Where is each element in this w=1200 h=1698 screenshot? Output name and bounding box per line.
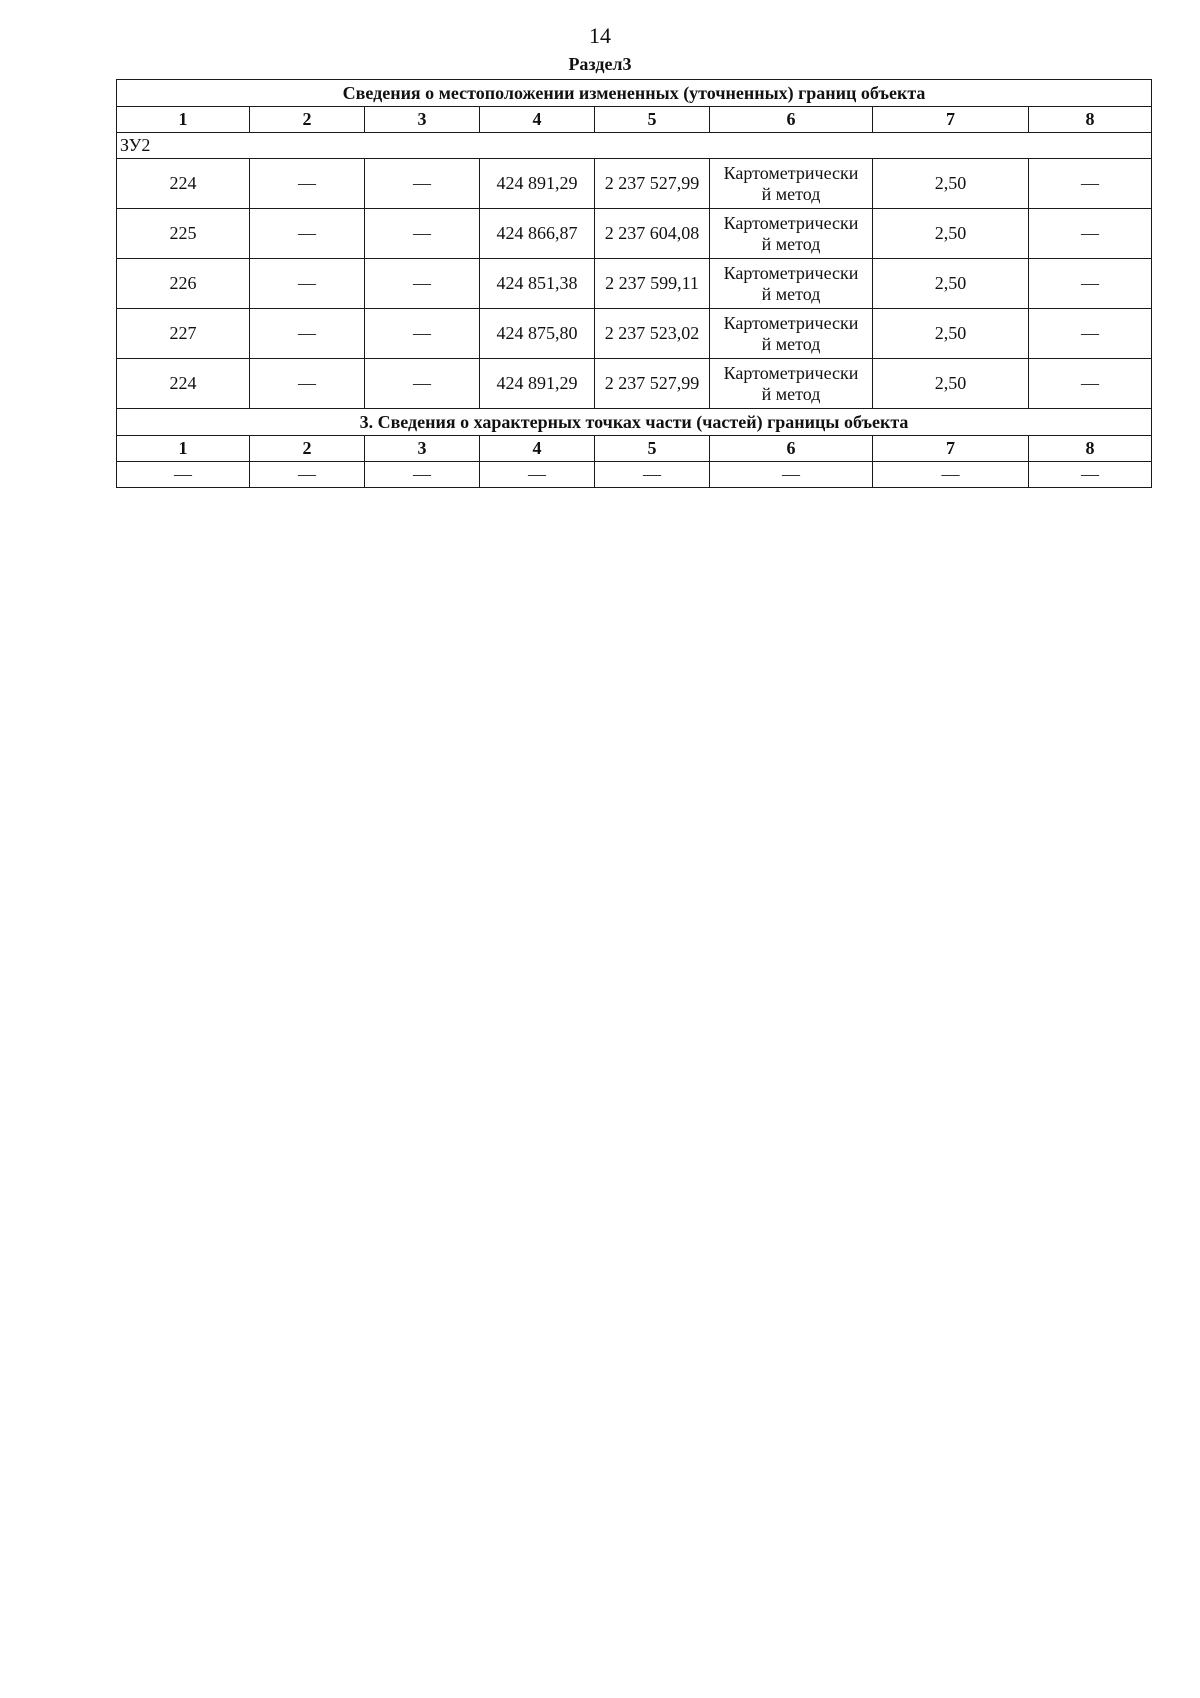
table-cell: — <box>365 309 480 359</box>
method-line-2: й метод <box>761 333 821 354</box>
column-header: 2 <box>250 436 365 462</box>
column-header: 4 <box>480 436 595 462</box>
table-cell: — <box>250 359 365 409</box>
method-line-1: Картометрически <box>723 262 859 283</box>
table-cell: — <box>365 159 480 209</box>
column-header: 1 <box>117 436 250 462</box>
boundary-points-table <box>116 79 1152 488</box>
table-row <box>117 159 1152 209</box>
coordinate-x: 424 866,87 <box>480 209 595 259</box>
table-cell: — <box>250 462 365 488</box>
coordinate-x: 424 875,80 <box>480 309 595 359</box>
table2-header-row <box>117 436 1152 462</box>
group-label: ЗУ2 <box>117 133 1152 159</box>
coordinate-y: 2 237 599,11 <box>595 259 710 309</box>
table2-title: 3. Сведения о характерных точках части (частей) границы объекта <box>117 409 1152 436</box>
table-row <box>117 462 1152 488</box>
table-row <box>117 309 1152 359</box>
coordinate-y: 2 237 523,02 <box>595 309 710 359</box>
column-header: 1 <box>117 107 250 133</box>
method-cell <box>710 359 873 409</box>
column-header: 5 <box>595 107 710 133</box>
table-cell: — <box>250 159 365 209</box>
table-row <box>117 259 1152 309</box>
method-line-1: Картометрически <box>723 212 859 233</box>
table-cell: — <box>1029 159 1152 209</box>
method-line-2: й метод <box>761 383 821 404</box>
table-cell: — <box>365 359 480 409</box>
coordinate-x: 424 891,29 <box>480 359 595 409</box>
method-line-1: Картометрически <box>723 312 859 333</box>
coordinate-y: 2 237 604,08 <box>595 209 710 259</box>
point-number: 224 <box>117 359 250 409</box>
table1-title: Сведения о местоположении измененных (уточненных) границ объекта <box>117 80 1152 107</box>
table-cell: — <box>710 462 873 488</box>
table-cell: — <box>1029 259 1152 309</box>
table-row <box>117 359 1152 409</box>
page-number: 14 <box>589 23 611 48</box>
accuracy-cell: 2,50 <box>873 259 1029 309</box>
section-title: Раздел3 <box>568 54 632 74</box>
method-line-2: й метод <box>761 283 821 304</box>
column-header: 4 <box>480 107 595 133</box>
table-cell: — <box>480 462 595 488</box>
method-cell <box>710 259 873 309</box>
method-line-2: й метод <box>761 233 821 254</box>
table-cell: — <box>1029 462 1152 488</box>
column-header: 7 <box>873 107 1029 133</box>
table-cell: — <box>250 259 365 309</box>
table-cell: — <box>873 462 1029 488</box>
table1-header-row <box>117 107 1152 133</box>
coordinate-y: 2 237 527,99 <box>595 359 710 409</box>
column-header: 7 <box>873 436 1029 462</box>
table-cell: — <box>365 209 480 259</box>
accuracy-cell: 2,50 <box>873 209 1029 259</box>
point-number: 224 <box>117 159 250 209</box>
method-line-2: й метод <box>761 183 821 204</box>
coordinate-x: 424 891,29 <box>480 159 595 209</box>
column-header: 3 <box>365 436 480 462</box>
table-cell: — <box>250 309 365 359</box>
point-number: 227 <box>117 309 250 359</box>
table-cell: — <box>1029 209 1152 259</box>
column-header: 8 <box>1029 436 1152 462</box>
column-header: 6 <box>710 436 873 462</box>
accuracy-cell: 2,50 <box>873 309 1029 359</box>
table2-title-row <box>117 409 1152 436</box>
table1-title-row <box>117 80 1152 107</box>
point-number: 225 <box>117 209 250 259</box>
coordinate-x: 424 851,38 <box>480 259 595 309</box>
table-row <box>117 209 1152 259</box>
method-cell <box>710 209 873 259</box>
accuracy-cell: 2,50 <box>873 359 1029 409</box>
table-cell: — <box>250 209 365 259</box>
method-line-1: Картометрически <box>723 162 859 183</box>
group-label-row <box>117 133 1152 159</box>
accuracy-cell: 2,50 <box>873 159 1029 209</box>
table-cell: — <box>1029 309 1152 359</box>
method-line-1: Картометрически <box>723 362 859 383</box>
column-header: 3 <box>365 107 480 133</box>
column-header: 6 <box>710 107 873 133</box>
point-number: 226 <box>117 259 250 309</box>
table-cell: — <box>365 259 480 309</box>
column-header: 5 <box>595 436 710 462</box>
coordinate-y: 2 237 527,99 <box>595 159 710 209</box>
table-cell: — <box>595 462 710 488</box>
column-header: 2 <box>250 107 365 133</box>
method-cell <box>710 159 873 209</box>
table-cell: — <box>117 462 250 488</box>
column-header: 8 <box>1029 107 1152 133</box>
method-cell <box>710 309 873 359</box>
table-cell: — <box>1029 359 1152 409</box>
table-cell: — <box>365 462 480 488</box>
